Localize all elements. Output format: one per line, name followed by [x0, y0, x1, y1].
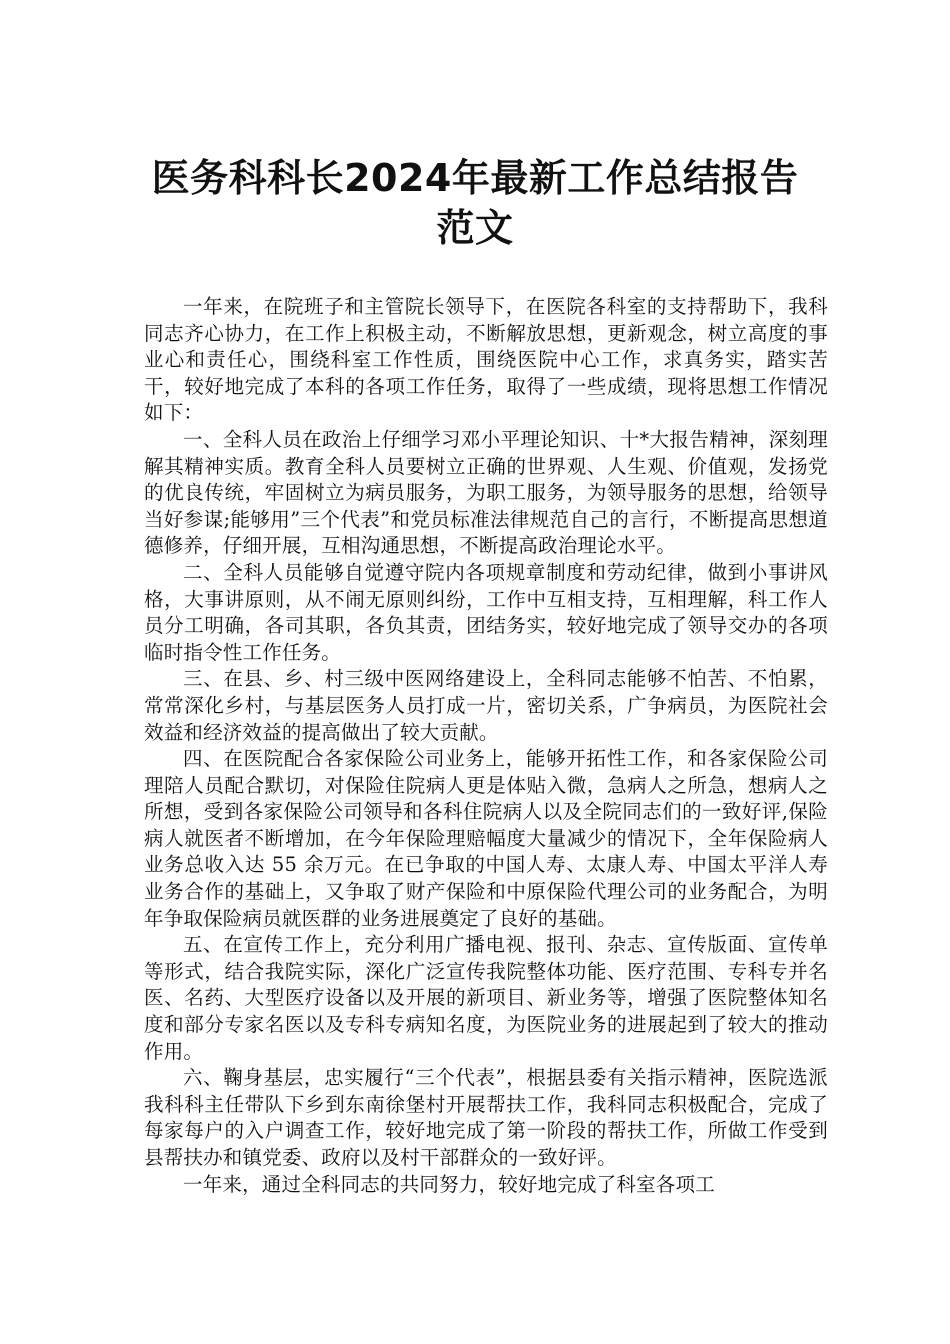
document-title — [120, 153, 830, 253]
paragraph-6: 六、鞠身基层，忠实履行“三个代表”，根据县委有关指示精神，医院选派我科科主任带队下乡到东南徐堡村开展帮扶工作，我科同志积极配合，完成了每家每户的入户调查工作，较好地完成了第一阶段的帮扶工作，所做工作受到县帮扶办和镇党委、政府以及村干部群众的一致好评。 — [144, 1066, 828, 1169]
paragraph-summary: 一年来，通过全科同志的共同努力，较好地完成了科室各项工 — [183, 1172, 715, 1196]
title-line-1: 医务科科长2024年最新工作总结报告 — [151, 156, 799, 201]
paragraph-intro: 一年来，在院班子和主管院长领导下，在医院各科室的支持帮助下，我科同志齐心协力，在工作上积极主动，不断解放思想，更新观念，树立高度的事业心和责任心，围绕科室工作性质，围绕医院中心工作，求真务实，踏实苦干，较好地完成了本科的各项工作任务，取得了一些成绩，现将思想工作情况如下： — [144, 295, 828, 425]
title-line-2: 范文 — [436, 206, 514, 251]
document-body — [144, 294, 828, 1198]
paragraph-4: 四、在医院配合各家保险公司业务上，能够开拓性工作，和各家保险公司理陪人员配合默切，对保险住院病人更是体贴入微，急病人之所急，想病人之所想，受到各家保险公司领导和各科住院病人以及全院同志们的一致好评,保险病人就医者不断增加，在今年保险理赔幅度大量减少的情况下，全年保险病人业务总收入达 55 余万元。在已争取的中国人寿、太康人寿、中国太平洋人寿业务合作的基础上，又争取了财产保险和中原保险代理公司的业务配合，为明年争取保险病员就医群的业务进展奠定了良好的基础。 — [144, 747, 828, 930]
paragraph-3: 三、在县、乡、村三级中医网络建设上，全科同志能够不怕苦、不怕累，常常深化乡村，与基层医务人员打成一片，密切关系，广争病员，为医院社会效益和经济效益的提高做出了较大贡献。 — [144, 667, 828, 744]
paragraph-5: 五、在宣传工作上，充分利用广播电视、报刊、杂志、宣传版面、宣传单等形式，结合我院实际，深化广泛宣传我院整体功能、医疗范围、专科专并名医、名药、大型医疗设备以及开展的新项目、新业务等，增强了医院整体知名度和部分专家名医以及专科专病知名度，为医院业务的进展起到了较大的推动作用。 — [144, 933, 828, 1063]
paragraph-1: 一、全科人员在政治上仔细学习邓小平理论知识、十*大报告精神，深刻理解其精神实质。教育全科人员要树立正确的世界观、人生观、价值观，发扬党的优良传统，牢固树立为病员服务，为职工服务，为领导服务的思想，给领导当好参谋;能够用”三个代表”和党员标准法律规范自己的言行，不断提高思想道德修养，仔细开展，互相沟通思想，不断提高政治理论水平。 — [144, 427, 828, 558]
paragraph-2: 二、全科人员能够自觉遵守院内各项规章制度和劳动纪律，做到小事讲风格，大事讲原则，从不闹无原则纠纷，工作中互相支持，互相理解，科工作人员分工明确，各司其职，各负其责，团结务实，较好地完成了领导交办的各项临时指令性工作任务。 — [144, 560, 828, 664]
